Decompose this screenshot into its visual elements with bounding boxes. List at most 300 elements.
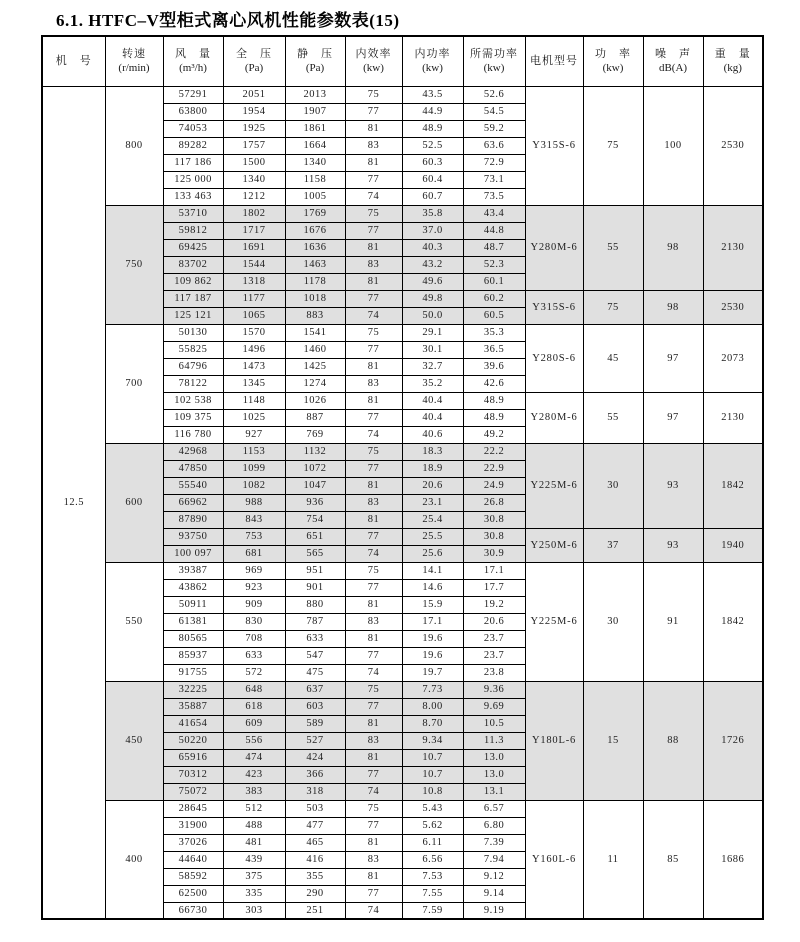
col-label: 重 量 xyxy=(714,48,751,61)
cell-airflow: 35887 xyxy=(163,698,223,715)
cell-static-pressure: 527 xyxy=(285,732,345,749)
col-label: 所需功率 xyxy=(470,48,518,61)
cell-efficiency: 77 xyxy=(345,647,402,664)
cell-motor-model: Y225M-6 xyxy=(525,562,583,681)
cell-total-pressure: 988 xyxy=(223,494,285,511)
cell-airflow: 100 097 xyxy=(163,545,223,562)
cell-efficiency: 81 xyxy=(345,749,402,766)
cell-required-power: 26.8 xyxy=(463,494,525,511)
cell-efficiency: 74 xyxy=(345,545,402,562)
cell-required-power: 6.80 xyxy=(463,817,525,834)
cell-static-pressure: 1132 xyxy=(285,443,345,460)
col-header-noise xyxy=(643,36,703,86)
col-unit: (kw) xyxy=(483,62,505,75)
cell-noise: 98 xyxy=(643,290,703,324)
cell-internal-power: 5.43 xyxy=(402,800,463,817)
cell-total-pressure: 1099 xyxy=(223,460,285,477)
cell-efficiency: 77 xyxy=(345,290,402,307)
cell-total-pressure: 927 xyxy=(223,426,285,443)
col-unit: (kw) xyxy=(422,62,443,75)
cell-motor-model: Y315S-6 xyxy=(525,290,583,324)
cell-total-pressure: 1717 xyxy=(223,222,285,239)
cell-static-pressure: 475 xyxy=(285,664,345,681)
cell-efficiency: 77 xyxy=(345,528,402,545)
cell-required-power: 6.57 xyxy=(463,800,525,817)
cell-internal-power: 43.5 xyxy=(402,86,463,103)
cell-airflow: 63800 xyxy=(163,103,223,120)
cell-efficiency: 75 xyxy=(345,443,402,460)
cell-total-pressure: 1544 xyxy=(223,256,285,273)
cell-total-pressure: 303 xyxy=(223,902,285,919)
cell-static-pressure: 769 xyxy=(285,426,345,443)
cell-required-power: 17.1 xyxy=(463,562,525,579)
col-header-static-pressure xyxy=(285,36,345,86)
cell-speed: 600 xyxy=(105,443,163,562)
cell-static-pressure: 1769 xyxy=(285,205,345,222)
page-title: 6.1. HTFC–V型柜式离心风机性能参数表(15) xyxy=(56,11,400,30)
cell-static-pressure: 318 xyxy=(285,783,345,800)
cell-total-pressure: 1177 xyxy=(223,290,285,307)
table-row xyxy=(42,86,763,103)
cell-static-pressure: 787 xyxy=(285,613,345,630)
cell-weight: 2073 xyxy=(703,324,763,392)
cell-efficiency: 77 xyxy=(345,579,402,596)
cell-total-pressure: 383 xyxy=(223,783,285,800)
cell-motor-model: Y280M-6 xyxy=(525,392,583,443)
cell-total-pressure: 843 xyxy=(223,511,285,528)
cell-required-power: 19.2 xyxy=(463,596,525,613)
cell-efficiency: 74 xyxy=(345,902,402,919)
cell-total-pressure: 1340 xyxy=(223,171,285,188)
cell-required-power: 44.8 xyxy=(463,222,525,239)
col-label: 全 压 xyxy=(236,48,272,61)
cell-required-power: 9.14 xyxy=(463,885,525,902)
col-header-weight xyxy=(703,36,763,86)
fan-performance-table xyxy=(41,35,764,920)
cell-total-pressure: 556 xyxy=(223,732,285,749)
cell-total-pressure: 618 xyxy=(223,698,285,715)
cell-internal-power: 8.00 xyxy=(402,698,463,715)
cell-internal-power: 30.1 xyxy=(402,341,463,358)
cell-static-pressure: 366 xyxy=(285,766,345,783)
cell-airflow: 74053 xyxy=(163,120,223,137)
cell-static-pressure: 603 xyxy=(285,698,345,715)
cell-efficiency: 83 xyxy=(345,732,402,749)
cell-noise: 93 xyxy=(643,443,703,528)
cell-airflow: 116 780 xyxy=(163,426,223,443)
cell-motor-model: Y180L-6 xyxy=(525,681,583,800)
cell-static-pressure: 901 xyxy=(285,579,345,596)
cell-required-power: 60.2 xyxy=(463,290,525,307)
cell-efficiency: 81 xyxy=(345,120,402,137)
col-label: 机 号 xyxy=(55,55,92,68)
cell-total-pressure: 1153 xyxy=(223,443,285,460)
cell-airflow: 31900 xyxy=(163,817,223,834)
cell-static-pressure: 1636 xyxy=(285,239,345,256)
cell-internal-power: 23.1 xyxy=(402,494,463,511)
col-header-required-power xyxy=(463,36,525,86)
cell-motor-power: 45 xyxy=(583,324,643,392)
cell-airflow: 125 121 xyxy=(163,307,223,324)
col-header-speed xyxy=(105,36,163,86)
cell-required-power: 42.6 xyxy=(463,375,525,392)
table-row xyxy=(42,562,763,579)
col-header-total-pressure xyxy=(223,36,285,86)
cell-total-pressure: 1496 xyxy=(223,341,285,358)
cell-internal-power: 43.2 xyxy=(402,256,463,273)
col-header-motor-model xyxy=(525,36,583,86)
cell-internal-power: 32.7 xyxy=(402,358,463,375)
cell-total-pressure: 335 xyxy=(223,885,285,902)
col-header-motor-power xyxy=(583,36,643,86)
cell-efficiency: 74 xyxy=(345,188,402,205)
cell-efficiency: 75 xyxy=(345,562,402,579)
table-row xyxy=(42,800,763,817)
cell-efficiency: 83 xyxy=(345,851,402,868)
cell-weight: 2530 xyxy=(703,290,763,324)
cell-required-power: 13.1 xyxy=(463,783,525,800)
cell-airflow: 47850 xyxy=(163,460,223,477)
cell-static-pressure: 1018 xyxy=(285,290,345,307)
cell-total-pressure: 2051 xyxy=(223,86,285,103)
cell-airflow: 32225 xyxy=(163,681,223,698)
cell-airflow: 55540 xyxy=(163,477,223,494)
cell-internal-power: 25.6 xyxy=(402,545,463,562)
cell-required-power: 10.5 xyxy=(463,715,525,732)
cell-static-pressure: 416 xyxy=(285,851,345,868)
col-label: 功 率 xyxy=(595,48,631,61)
cell-required-power: 9.19 xyxy=(463,902,525,919)
cell-total-pressure: 1148 xyxy=(223,392,285,409)
cell-airflow: 109 375 xyxy=(163,409,223,426)
cell-static-pressure: 1463 xyxy=(285,256,345,273)
cell-static-pressure: 2013 xyxy=(285,86,345,103)
cell-static-pressure: 1425 xyxy=(285,358,345,375)
cell-airflow: 58592 xyxy=(163,868,223,885)
cell-total-pressure: 1345 xyxy=(223,375,285,392)
cell-internal-power: 37.0 xyxy=(402,222,463,239)
cell-total-pressure: 1318 xyxy=(223,273,285,290)
cell-static-pressure: 565 xyxy=(285,545,345,562)
cell-internal-power: 60.7 xyxy=(402,188,463,205)
cell-efficiency: 81 xyxy=(345,392,402,409)
cell-motor-power: 75 xyxy=(583,290,643,324)
cell-required-power: 72.9 xyxy=(463,154,525,171)
cell-airflow: 50220 xyxy=(163,732,223,749)
cell-static-pressure: 503 xyxy=(285,800,345,817)
cell-airflow: 53710 xyxy=(163,205,223,222)
cell-required-power: 49.2 xyxy=(463,426,525,443)
cell-efficiency: 75 xyxy=(345,681,402,698)
cell-static-pressure: 1676 xyxy=(285,222,345,239)
cell-required-power: 22.9 xyxy=(463,460,525,477)
cell-required-power: 60.5 xyxy=(463,307,525,324)
cell-required-power: 20.6 xyxy=(463,613,525,630)
cell-total-pressure: 1473 xyxy=(223,358,285,375)
cell-airflow: 91755 xyxy=(163,664,223,681)
cell-efficiency: 74 xyxy=(345,426,402,443)
cell-internal-power: 8.70 xyxy=(402,715,463,732)
cell-internal-power: 18.9 xyxy=(402,460,463,477)
cell-motor-power: 75 xyxy=(583,86,643,205)
cell-total-pressure: 923 xyxy=(223,579,285,596)
cell-internal-power: 7.53 xyxy=(402,868,463,885)
cell-efficiency: 77 xyxy=(345,103,402,120)
cell-airflow: 109 862 xyxy=(163,273,223,290)
col-label: 噪 声 xyxy=(655,48,691,61)
cell-internal-power: 5.62 xyxy=(402,817,463,834)
cell-required-power: 39.6 xyxy=(463,358,525,375)
cell-airflow: 69425 xyxy=(163,239,223,256)
cell-required-power: 9.36 xyxy=(463,681,525,698)
cell-required-power: 73.5 xyxy=(463,188,525,205)
cell-total-pressure: 481 xyxy=(223,834,285,851)
cell-static-pressure: 880 xyxy=(285,596,345,613)
cell-motor-power: 15 xyxy=(583,681,643,800)
cell-motor-model: Y250M-6 xyxy=(525,528,583,562)
cell-efficiency: 75 xyxy=(345,86,402,103)
cell-internal-power: 7.73 xyxy=(402,681,463,698)
cell-motor-power: 11 xyxy=(583,800,643,919)
cell-required-power: 11.3 xyxy=(463,732,525,749)
cell-noise: 97 xyxy=(643,392,703,443)
cell-efficiency: 75 xyxy=(345,205,402,222)
cell-airflow: 43862 xyxy=(163,579,223,596)
cell-required-power: 7.94 xyxy=(463,851,525,868)
col-unit: (Pa) xyxy=(305,62,325,75)
cell-efficiency: 77 xyxy=(345,341,402,358)
cell-noise: 93 xyxy=(643,528,703,562)
cell-internal-power: 14.6 xyxy=(402,579,463,596)
cell-required-power: 35.3 xyxy=(463,324,525,341)
cell-weight: 1940 xyxy=(703,528,763,562)
col-label: 电机型号 xyxy=(530,55,578,68)
cell-airflow: 133 463 xyxy=(163,188,223,205)
cell-speed: 400 xyxy=(105,800,163,919)
cell-motor-model: Y280M-6 xyxy=(525,205,583,290)
cell-motor-power: 37 xyxy=(583,528,643,562)
cell-static-pressure: 754 xyxy=(285,511,345,528)
cell-total-pressure: 633 xyxy=(223,647,285,664)
cell-motor-model: Y225M-6 xyxy=(525,443,583,528)
cell-efficiency: 74 xyxy=(345,783,402,800)
cell-efficiency: 81 xyxy=(345,239,402,256)
cell-efficiency: 81 xyxy=(345,868,402,885)
cell-total-pressure: 572 xyxy=(223,664,285,681)
cell-airflow: 85937 xyxy=(163,647,223,664)
cell-efficiency: 81 xyxy=(345,511,402,528)
cell-internal-power: 50.0 xyxy=(402,307,463,324)
cell-required-power: 54.5 xyxy=(463,103,525,120)
cell-motor-model: Y280S-6 xyxy=(525,324,583,392)
cell-total-pressure: 969 xyxy=(223,562,285,579)
cell-efficiency: 81 xyxy=(345,273,402,290)
cell-motor-power: 55 xyxy=(583,205,643,290)
cell-airflow: 80565 xyxy=(163,630,223,647)
cell-airflow: 66962 xyxy=(163,494,223,511)
cell-required-power: 63.6 xyxy=(463,137,525,154)
cell-efficiency: 77 xyxy=(345,222,402,239)
cell-motor-power: 55 xyxy=(583,392,643,443)
cell-total-pressure: 909 xyxy=(223,596,285,613)
cell-total-pressure: 708 xyxy=(223,630,285,647)
cell-internal-power: 25.4 xyxy=(402,511,463,528)
cell-motor-model: Y160L-6 xyxy=(525,800,583,919)
cell-required-power: 23.7 xyxy=(463,630,525,647)
cell-static-pressure: 887 xyxy=(285,409,345,426)
cell-efficiency: 77 xyxy=(345,817,402,834)
cell-efficiency: 75 xyxy=(345,324,402,341)
cell-airflow: 66730 xyxy=(163,902,223,919)
cell-static-pressure: 1158 xyxy=(285,171,345,188)
cell-weight: 1842 xyxy=(703,562,763,681)
cell-weight: 1726 xyxy=(703,681,763,800)
col-label: 转速 xyxy=(122,48,146,61)
cell-internal-power: 19.7 xyxy=(402,664,463,681)
cell-efficiency: 81 xyxy=(345,358,402,375)
cell-airflow: 37026 xyxy=(163,834,223,851)
cell-efficiency: 81 xyxy=(345,596,402,613)
cell-internal-power: 20.6 xyxy=(402,477,463,494)
cell-internal-power: 10.8 xyxy=(402,783,463,800)
cell-required-power: 17.7 xyxy=(463,579,525,596)
cell-internal-power: 29.1 xyxy=(402,324,463,341)
cell-internal-power: 14.1 xyxy=(402,562,463,579)
cell-required-power: 48.9 xyxy=(463,409,525,426)
col-unit: (kw) xyxy=(363,62,384,75)
cell-total-pressure: 681 xyxy=(223,545,285,562)
col-unit: (m³/h) xyxy=(179,62,207,75)
cell-required-power: 36.5 xyxy=(463,341,525,358)
cell-required-power: 30.8 xyxy=(463,528,525,545)
cell-efficiency: 81 xyxy=(345,477,402,494)
cell-total-pressure: 1757 xyxy=(223,137,285,154)
col-header-internal-power xyxy=(402,36,463,86)
cell-static-pressure: 936 xyxy=(285,494,345,511)
cell-efficiency: 81 xyxy=(345,715,402,732)
cell-static-pressure: 1072 xyxy=(285,460,345,477)
cell-required-power: 30.9 xyxy=(463,545,525,562)
cell-total-pressure: 439 xyxy=(223,851,285,868)
cell-airflow: 44640 xyxy=(163,851,223,868)
cell-weight: 1686 xyxy=(703,800,763,919)
cell-airflow: 102 538 xyxy=(163,392,223,409)
cell-noise: 98 xyxy=(643,205,703,290)
cell-total-pressure: 830 xyxy=(223,613,285,630)
cell-airflow: 41654 xyxy=(163,715,223,732)
cell-total-pressure: 1082 xyxy=(223,477,285,494)
cell-motor-model: Y315S-6 xyxy=(525,86,583,205)
table-row xyxy=(42,681,763,698)
cell-internal-power: 19.6 xyxy=(402,647,463,664)
col-header-machine-no xyxy=(42,36,105,86)
cell-static-pressure: 547 xyxy=(285,647,345,664)
cell-internal-power: 18.3 xyxy=(402,443,463,460)
cell-required-power: 48.7 xyxy=(463,239,525,256)
cell-required-power: 52.6 xyxy=(463,86,525,103)
cell-airflow: 62500 xyxy=(163,885,223,902)
cell-static-pressure: 1047 xyxy=(285,477,345,494)
cell-efficiency: 77 xyxy=(345,698,402,715)
cell-airflow: 64796 xyxy=(163,358,223,375)
cell-airflow: 50911 xyxy=(163,596,223,613)
cell-airflow: 117 187 xyxy=(163,290,223,307)
cell-efficiency: 83 xyxy=(345,137,402,154)
cell-internal-power: 15.9 xyxy=(402,596,463,613)
cell-airflow: 75072 xyxy=(163,783,223,800)
cell-airflow: 57291 xyxy=(163,86,223,103)
cell-efficiency: 75 xyxy=(345,800,402,817)
cell-static-pressure: 290 xyxy=(285,885,345,902)
cell-static-pressure: 355 xyxy=(285,868,345,885)
cell-total-pressure: 1802 xyxy=(223,205,285,222)
cell-internal-power: 49.8 xyxy=(402,290,463,307)
col-header-efficiency xyxy=(345,36,402,86)
cell-total-pressure: 753 xyxy=(223,528,285,545)
cell-static-pressure: 477 xyxy=(285,817,345,834)
cell-total-pressure: 648 xyxy=(223,681,285,698)
cell-speed: 700 xyxy=(105,324,163,443)
cell-total-pressure: 474 xyxy=(223,749,285,766)
table-header xyxy=(42,36,763,86)
cell-internal-power: 35.8 xyxy=(402,205,463,222)
cell-airflow: 125 000 xyxy=(163,171,223,188)
col-label: 内功率 xyxy=(414,48,451,61)
cell-speed: 450 xyxy=(105,681,163,800)
cell-static-pressure: 633 xyxy=(285,630,345,647)
cell-static-pressure: 1541 xyxy=(285,324,345,341)
cell-airflow: 93750 xyxy=(163,528,223,545)
cell-static-pressure: 1178 xyxy=(285,273,345,290)
cell-required-power: 13.0 xyxy=(463,749,525,766)
cell-weight: 2130 xyxy=(703,205,763,290)
cell-internal-power: 49.6 xyxy=(402,273,463,290)
cell-efficiency: 77 xyxy=(345,766,402,783)
col-unit: (r/min) xyxy=(118,62,150,75)
cell-total-pressure: 375 xyxy=(223,868,285,885)
cell-speed: 750 xyxy=(105,205,163,324)
cell-efficiency: 77 xyxy=(345,885,402,902)
cell-noise: 91 xyxy=(643,562,703,681)
cell-static-pressure: 1460 xyxy=(285,341,345,358)
cell-required-power: 23.7 xyxy=(463,647,525,664)
cell-static-pressure: 424 xyxy=(285,749,345,766)
cell-motor-power: 30 xyxy=(583,443,643,528)
cell-efficiency: 83 xyxy=(345,494,402,511)
cell-internal-power: 60.4 xyxy=(402,171,463,188)
col-unit: (kw) xyxy=(602,62,624,75)
cell-efficiency: 77 xyxy=(345,409,402,426)
cell-noise: 85 xyxy=(643,800,703,919)
cell-internal-power: 6.11 xyxy=(402,834,463,851)
cell-efficiency: 81 xyxy=(345,834,402,851)
cell-airflow: 89282 xyxy=(163,137,223,154)
cell-static-pressure: 1861 xyxy=(285,120,345,137)
cell-airflow: 50130 xyxy=(163,324,223,341)
cell-internal-power: 10.7 xyxy=(402,766,463,783)
cell-motor-power: 30 xyxy=(583,562,643,681)
cell-required-power: 52.3 xyxy=(463,256,525,273)
cell-internal-power: 40.6 xyxy=(402,426,463,443)
cell-internal-power: 9.34 xyxy=(402,732,463,749)
table-row xyxy=(42,443,763,460)
cell-required-power: 30.8 xyxy=(463,511,525,528)
cell-static-pressure: 951 xyxy=(285,562,345,579)
cell-airflow: 65916 xyxy=(163,749,223,766)
cell-required-power: 22.2 xyxy=(463,443,525,460)
cell-required-power: 59.2 xyxy=(463,120,525,137)
cell-efficiency: 83 xyxy=(345,375,402,392)
